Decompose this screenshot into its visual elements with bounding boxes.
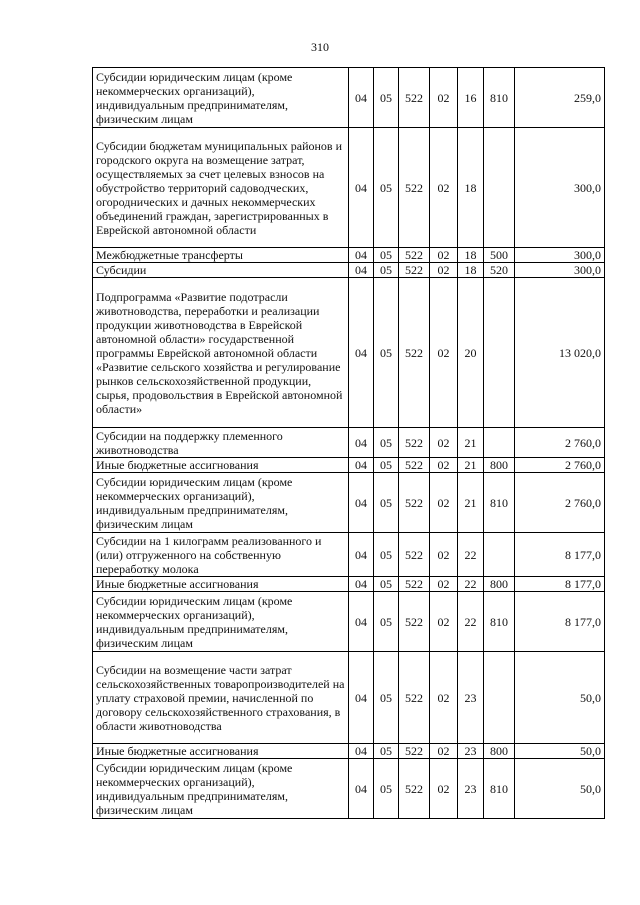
- cell-subsection: 05: [374, 759, 399, 819]
- cell-section: 04: [349, 428, 374, 458]
- cell-subprogram: 02: [430, 473, 458, 533]
- cell-subprogram: 02: [430, 577, 458, 592]
- table-row: [93, 263, 605, 278]
- cell-subsection: 05: [374, 68, 399, 128]
- cell-subprogram: 02: [430, 652, 458, 744]
- cell-name: Субсидии юридическим лицам (кроме некоммерческих организаций), индивидуальным предпринимателям, физическим лицам: [93, 68, 349, 128]
- table-row: [93, 473, 605, 533]
- cell-amount: 259,0: [515, 68, 605, 128]
- cell-direction: 21: [458, 428, 484, 458]
- cell-name: Субсидии юридическим лицам (кроме некоммерческих организаций), индивидуальным предпринимателям, физическим лицам: [93, 592, 349, 652]
- cell-subsection: 05: [374, 533, 399, 577]
- cell-direction: 22: [458, 592, 484, 652]
- cell-subprogram: 02: [430, 759, 458, 819]
- cell-name: Субсидии на 1 килограмм реализованного и (или) отгруженного на собственную переработку молока: [93, 533, 349, 577]
- cell-name: Субсидии на поддержку племенного животноводства: [93, 428, 349, 458]
- cell-section: 04: [349, 68, 374, 128]
- table-row: [93, 533, 605, 577]
- cell-amount: 2 760,0: [515, 473, 605, 533]
- cell-expense-type: [484, 128, 515, 248]
- cell-expense-type: 810: [484, 592, 515, 652]
- cell-subsection: 05: [374, 458, 399, 473]
- cell-subprogram: 02: [430, 68, 458, 128]
- cell-subsection: 05: [374, 128, 399, 248]
- cell-program: 522: [399, 248, 430, 263]
- cell-section: 04: [349, 128, 374, 248]
- table-row: [93, 458, 605, 473]
- cell-subsection: 05: [374, 577, 399, 592]
- cell-subprogram: 02: [430, 458, 458, 473]
- cell-name: Подпрограмма «Развитие подотрасли животноводства, переработки и реализации продукции животноводства в Еврейской автономной области» государственной программы Еврейской автономной области «Развитие сельского хозяйства и регулирование рынков сельскохозяйственной продукции, сырья, продовольствия в Еврейской автономной области»: [93, 278, 349, 428]
- cell-amount: 2 760,0: [515, 428, 605, 458]
- cell-subsection: 05: [374, 263, 399, 278]
- cell-program: 522: [399, 458, 430, 473]
- cell-program: 522: [399, 577, 430, 592]
- cell-name: Субсидии бюджетам муниципальных районов и городского округа на возмещение затрат, осуществляемых за счет целевых взносов на обустройство территорий садоводческих, огороднических и дачных некоммерческих объединений граждан, зарегистрированных в Еврейской автономной области: [93, 128, 349, 248]
- cell-direction: 16: [458, 68, 484, 128]
- cell-expense-type: [484, 533, 515, 577]
- cell-amount: 2 760,0: [515, 458, 605, 473]
- cell-amount: 50,0: [515, 744, 605, 759]
- cell-direction: 20: [458, 278, 484, 428]
- cell-section: 04: [349, 458, 374, 473]
- cell-name: Субсидии на возмещение части затрат сельскохозяйственных товаропроизводителей на уплату страховой премии, начисленной по договору сельскохозяйственного страхования, в области животноводства: [93, 652, 349, 744]
- cell-subsection: 05: [374, 248, 399, 263]
- cell-expense-type: 800: [484, 744, 515, 759]
- table-row: [93, 128, 605, 248]
- budget-table: [92, 67, 605, 819]
- cell-section: 04: [349, 263, 374, 278]
- cell-direction: 23: [458, 744, 484, 759]
- cell-name: Субсидии: [93, 263, 349, 278]
- cell-subsection: 05: [374, 652, 399, 744]
- cell-section: 04: [349, 533, 374, 577]
- cell-program: 522: [399, 473, 430, 533]
- table-row: [93, 744, 605, 759]
- cell-expense-type: [484, 278, 515, 428]
- cell-section: 04: [349, 577, 374, 592]
- cell-name: Иные бюджетные ассигнования: [93, 744, 349, 759]
- cell-expense-type: 520: [484, 263, 515, 278]
- cell-direction: 21: [458, 473, 484, 533]
- table-row: [93, 68, 605, 128]
- cell-expense-type: 810: [484, 759, 515, 819]
- cell-direction: 18: [458, 128, 484, 248]
- cell-amount: 13 020,0: [515, 278, 605, 428]
- table-row: [93, 248, 605, 263]
- cell-amount: 300,0: [515, 263, 605, 278]
- cell-subsection: 05: [374, 473, 399, 533]
- cell-direction: 22: [458, 533, 484, 577]
- cell-direction: 21: [458, 458, 484, 473]
- cell-amount: 8 177,0: [515, 577, 605, 592]
- cell-program: 522: [399, 533, 430, 577]
- cell-expense-type: [484, 652, 515, 744]
- cell-subsection: 05: [374, 592, 399, 652]
- cell-direction: 22: [458, 577, 484, 592]
- cell-name: Субсидии юридическим лицам (кроме некоммерческих организаций), индивидуальным предпринимателям, физическим лицам: [93, 473, 349, 533]
- cell-subprogram: 02: [430, 263, 458, 278]
- table-row: [93, 428, 605, 458]
- table-row: [93, 652, 605, 744]
- cell-subprogram: 02: [430, 592, 458, 652]
- cell-program: 522: [399, 428, 430, 458]
- cell-amount: 8 177,0: [515, 533, 605, 577]
- cell-program: 522: [399, 128, 430, 248]
- cell-program: 522: [399, 592, 430, 652]
- cell-subprogram: 02: [430, 533, 458, 577]
- cell-section: 04: [349, 473, 374, 533]
- cell-program: 522: [399, 759, 430, 819]
- cell-expense-type: 810: [484, 473, 515, 533]
- cell-section: 04: [349, 278, 374, 428]
- cell-subprogram: 02: [430, 128, 458, 248]
- cell-name: Иные бюджетные ассигнования: [93, 577, 349, 592]
- cell-section: 04: [349, 592, 374, 652]
- cell-subprogram: 02: [430, 248, 458, 263]
- cell-program: 522: [399, 652, 430, 744]
- cell-program: 522: [399, 68, 430, 128]
- cell-section: 04: [349, 759, 374, 819]
- page-number: 310: [311, 40, 329, 54]
- cell-expense-type: 500: [484, 248, 515, 263]
- cell-subprogram: 02: [430, 428, 458, 458]
- cell-direction: 23: [458, 652, 484, 744]
- cell-direction: 18: [458, 248, 484, 263]
- cell-program: 522: [399, 278, 430, 428]
- cell-amount: 8 177,0: [515, 592, 605, 652]
- table-row: [93, 577, 605, 592]
- cell-subsection: 05: [374, 278, 399, 428]
- cell-subprogram: 02: [430, 278, 458, 428]
- cell-subprogram: 02: [430, 744, 458, 759]
- cell-direction: 23: [458, 759, 484, 819]
- cell-direction: 18: [458, 263, 484, 278]
- cell-name: Межбюджетные трансферты: [93, 248, 349, 263]
- cell-amount: 300,0: [515, 128, 605, 248]
- cell-amount: 50,0: [515, 759, 605, 819]
- cell-section: 04: [349, 248, 374, 263]
- cell-expense-type: [484, 428, 515, 458]
- cell-name: Субсидии юридическим лицам (кроме некоммерческих организаций), индивидуальным предпринимателям, физическим лицам: [93, 759, 349, 819]
- cell-expense-type: 810: [484, 68, 515, 128]
- cell-section: 04: [349, 652, 374, 744]
- cell-expense-type: 800: [484, 458, 515, 473]
- cell-section: 04: [349, 744, 374, 759]
- cell-program: 522: [399, 744, 430, 759]
- cell-program: 522: [399, 263, 430, 278]
- table-row: [93, 592, 605, 652]
- cell-name: Иные бюджетные ассигнования: [93, 458, 349, 473]
- cell-subsection: 05: [374, 428, 399, 458]
- cell-amount: 50,0: [515, 652, 605, 744]
- table-row: [93, 278, 605, 428]
- cell-expense-type: 800: [484, 577, 515, 592]
- cell-subsection: 05: [374, 744, 399, 759]
- table-row: [93, 759, 605, 819]
- cell-amount: 300,0: [515, 248, 605, 263]
